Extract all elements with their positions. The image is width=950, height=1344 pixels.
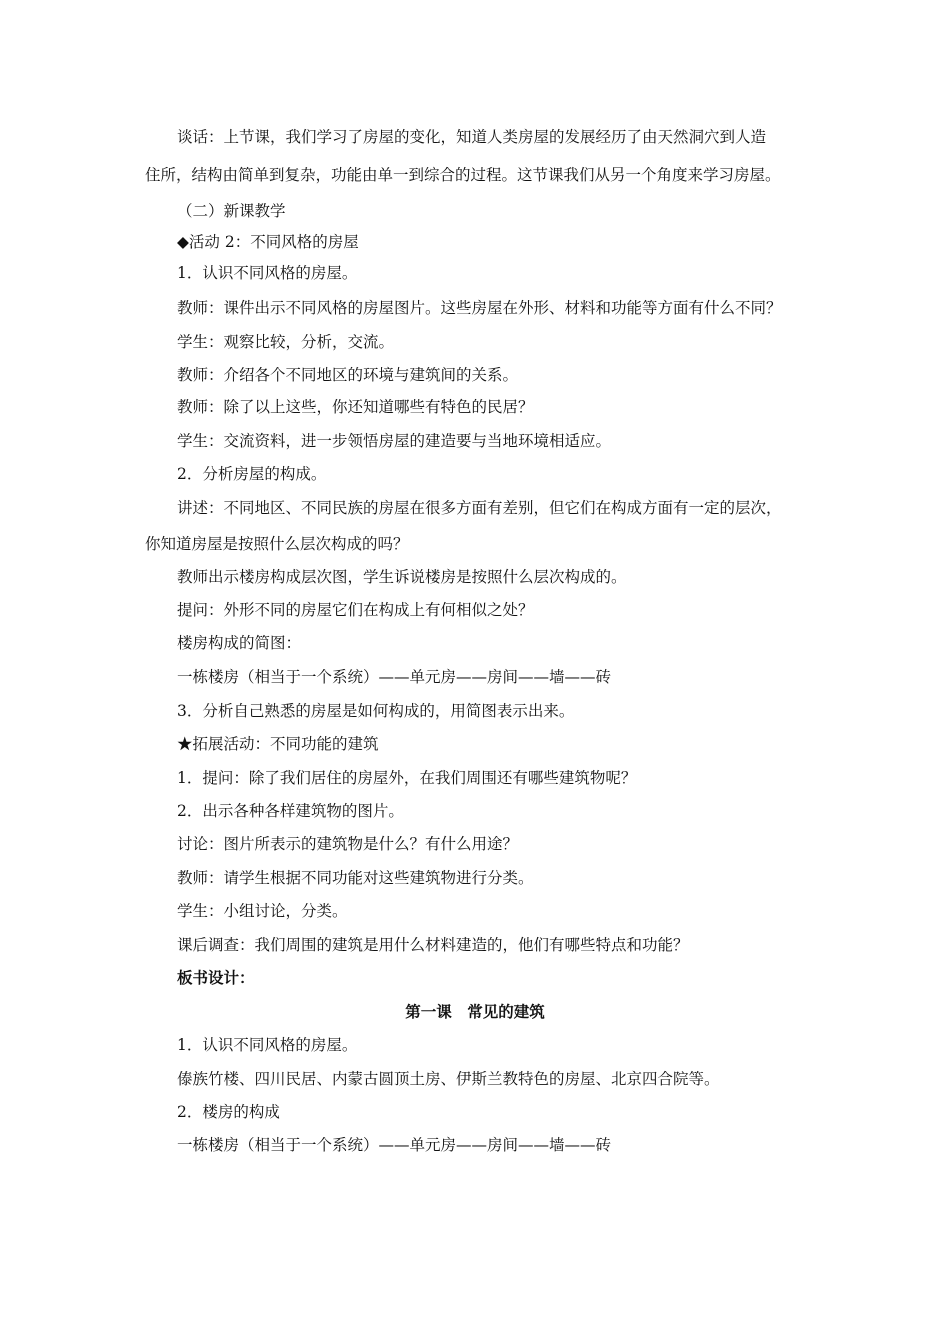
dialogue-line: 教师：介绍各个不同地区的环境与建筑间的关系。 (177, 366, 519, 384)
paragraph-intro-line1: 谈话：上节课，我们学习了房屋的变化，知道人类房屋的发展经历了由天然洞穴到人造 (177, 128, 767, 146)
paragraph-line: 提问：外形不同的房屋它们在构成上有何相似之处？ (177, 601, 534, 619)
paragraph-line: 讨论：图片所表示的建筑物是什么？有什么用途？ (177, 835, 519, 853)
building-hierarchy-line: 一栋楼房（相当于一个系统）——单元房——房间——墙——砖 (177, 1136, 612, 1154)
list-item: 2．楼房的构成 (177, 1103, 280, 1121)
paragraph-line: 学生：小组讨论，分类。 (177, 902, 348, 920)
extension-activity-heading: ★拓展活动：不同功能的建筑 (177, 735, 379, 753)
paragraph-line: 教师出示楼房构成层次图，学生诉说楼房是按照什么层次构成的。 (177, 568, 627, 586)
paragraph-line: 课后调查：我们周围的建筑是用什么材料建造的，他们有哪些特点和功能？ (177, 936, 689, 954)
paragraph-line: 讲述：不同地区、不同民族的房屋在很多方面有差别，但它们在构成方面有一定的层次， (177, 499, 782, 517)
board-title: 第一课 常见的建筑 (405, 1002, 545, 1021)
paragraph-line: 你知道房屋是按照什么层次构成的吗？ (145, 535, 409, 553)
list-item: 2．分析房屋的构成。 (177, 465, 327, 483)
list-item: 2．出示各种各样建筑物的图片。 (177, 802, 404, 820)
paragraph-line: 傣族竹楼、四川民居、内蒙古圆顶土房、伊斯兰教特色的房屋、北京四合院等。 (177, 1070, 720, 1088)
board-design-heading: 板书设计： (177, 968, 255, 987)
list-item: 1．认识不同风格的房屋。 (177, 1036, 358, 1054)
paragraph-intro-line2: 住所，结构由简单到复杂，功能由单一到综合的过程。这节课我们从另一个角度来学习房屋。 (145, 166, 781, 184)
dialogue-line: 教师：除了以上这些，你还知道哪些有特色的民居？ (177, 398, 534, 416)
list-item: 3．分析自己熟悉的房屋是如何构成的，用简图表示出来。 (177, 702, 575, 720)
activity-heading: ◆活动 2：不同风格的房屋 (177, 233, 359, 251)
paragraph-line: 教师：请学生根据不同功能对这些建筑物进行分类。 (177, 869, 534, 887)
list-item: 1．认识不同风格的房屋。 (177, 264, 358, 282)
dialogue-line: 学生：观察比较，分析，交流。 (177, 333, 395, 351)
list-item: 1．提问：除了我们居住的房屋外，在我们周围还有哪些建筑物呢？ (177, 769, 637, 787)
paragraph-line: 楼房构成的简图： (177, 634, 302, 652)
section-heading-new-lesson: （二）新课教学 (177, 202, 286, 220)
dialogue-line: 学生：交流资料，进一步领悟房屋的建造要与当地环境相适应。 (177, 432, 612, 450)
dialogue-line: 教师：课件出示不同风格的房屋图片。这些房屋在外形、材料和功能等方面有什么不同？ (177, 299, 782, 317)
building-hierarchy-line: 一栋楼房（相当于一个系统）——单元房——房间——墙——砖 (177, 668, 612, 686)
